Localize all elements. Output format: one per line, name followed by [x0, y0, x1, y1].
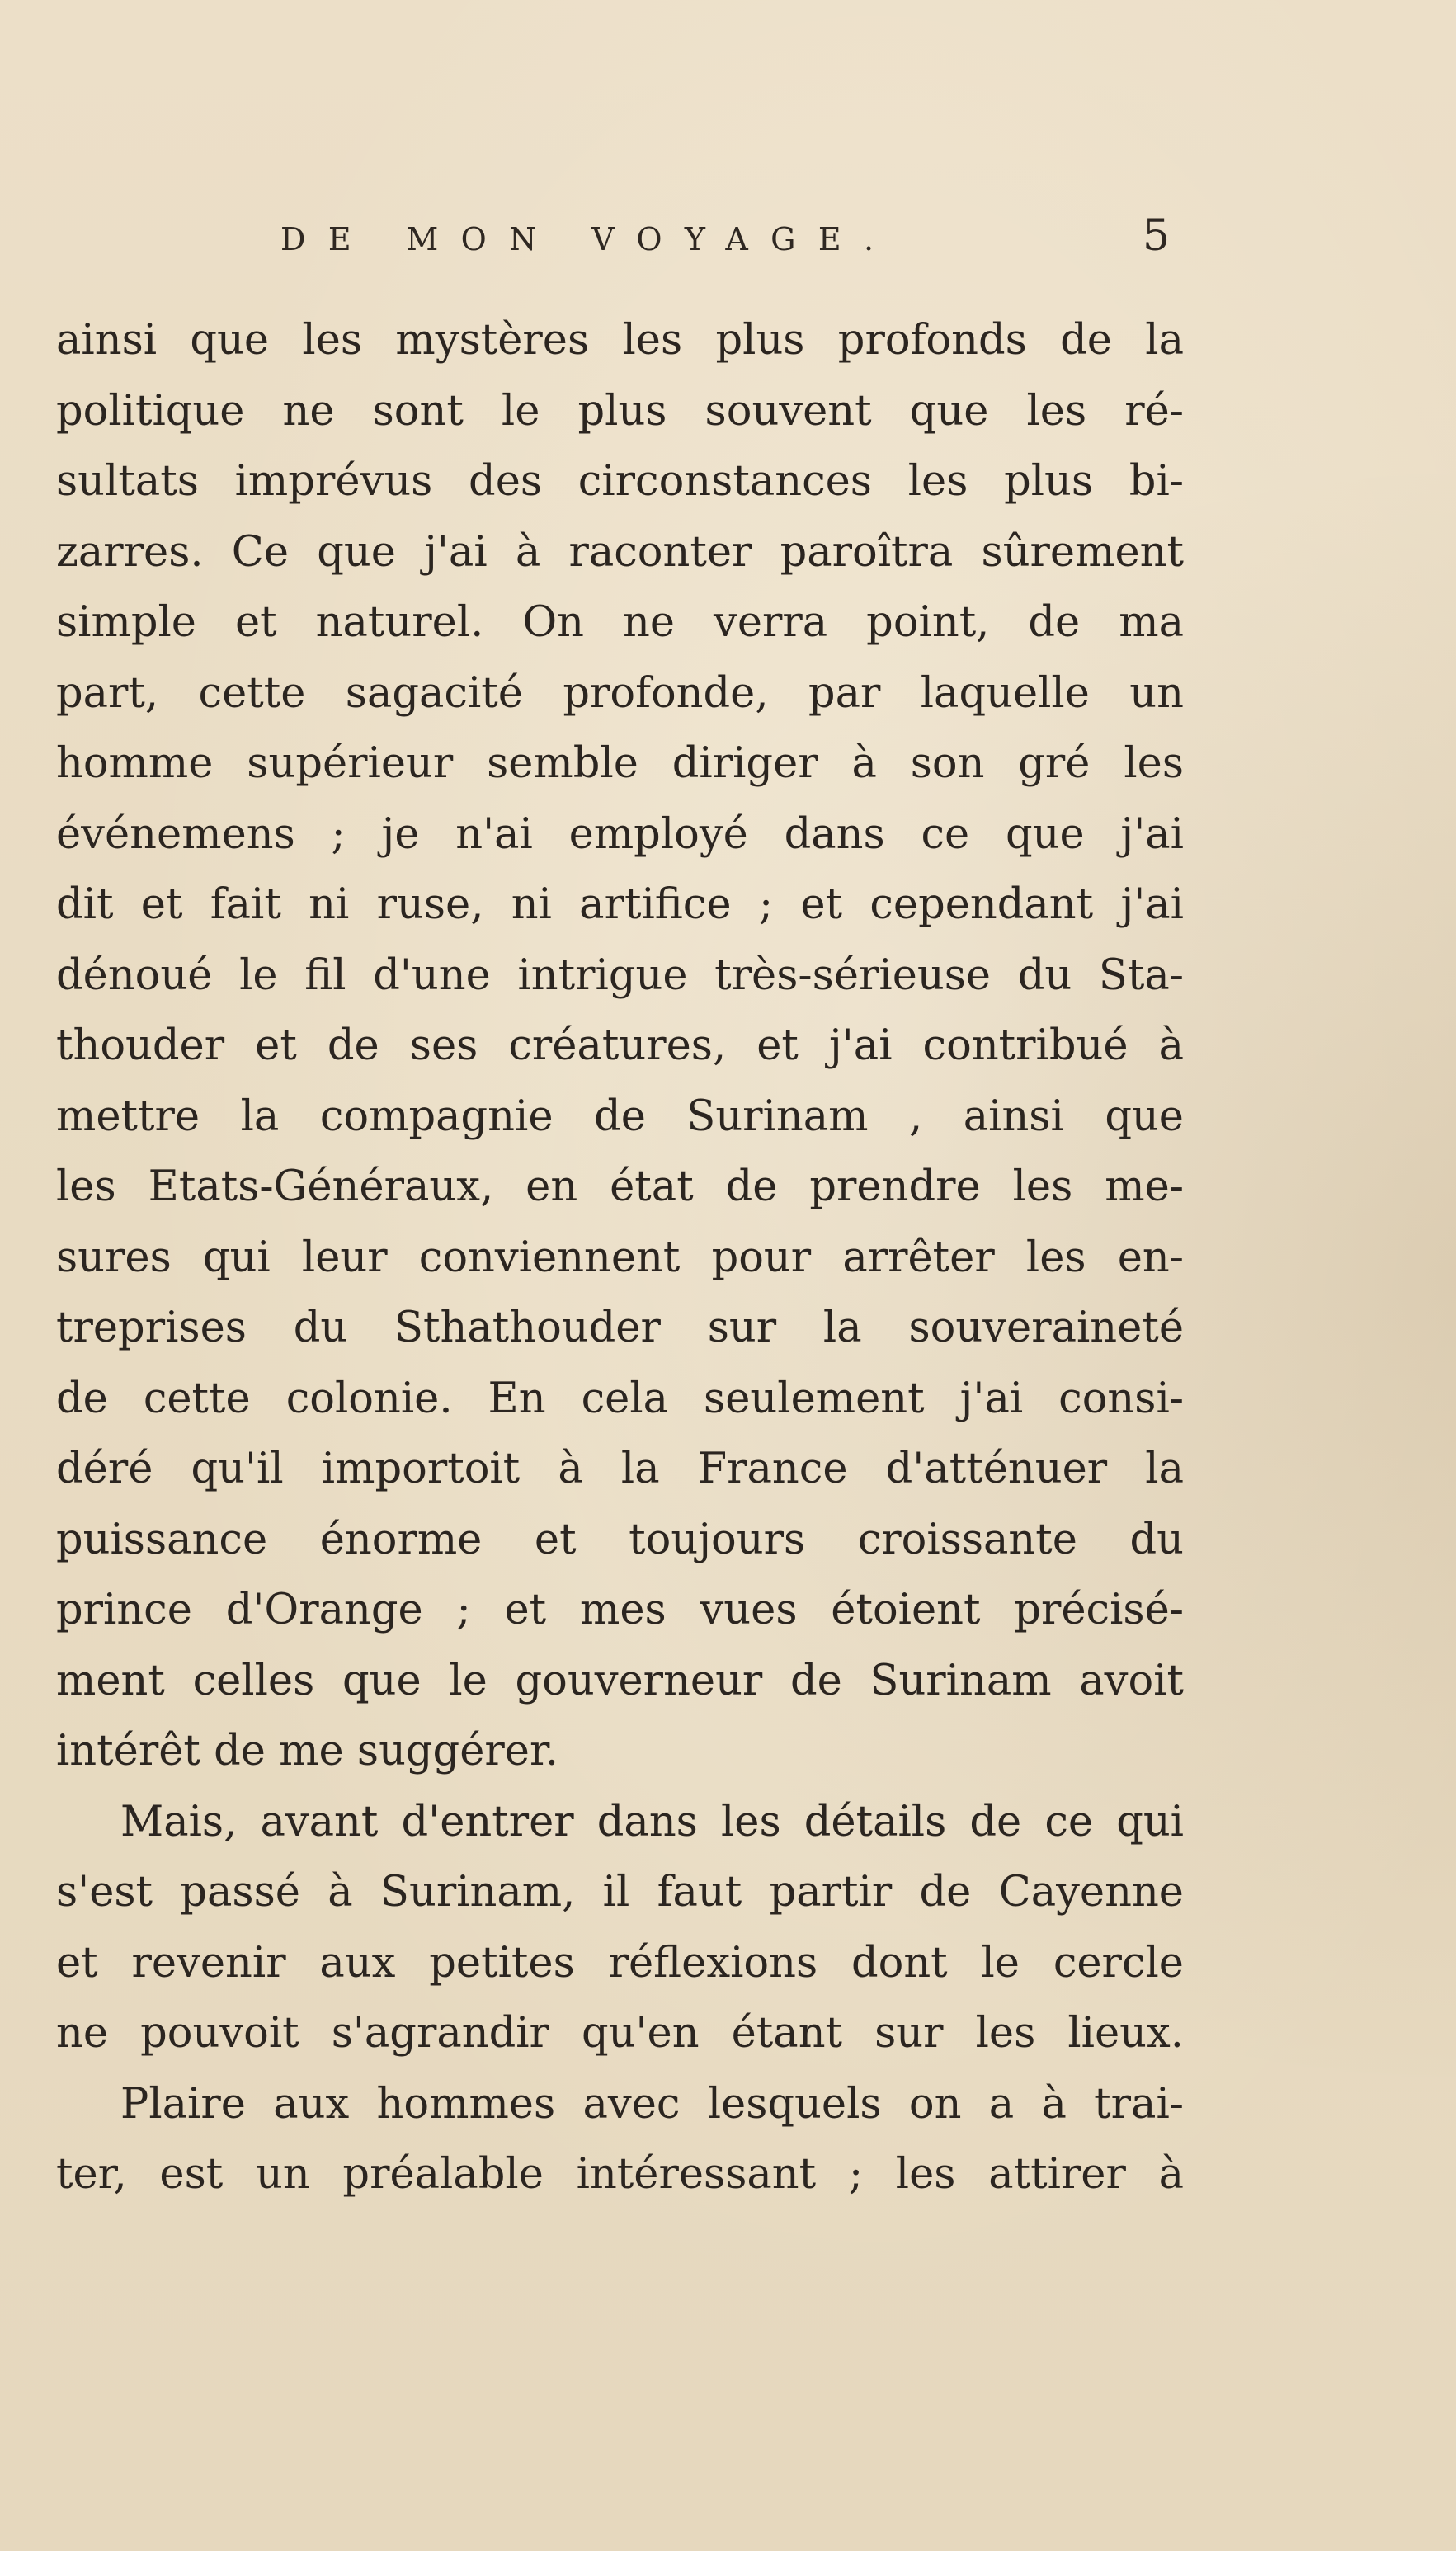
text-line: puissance énorme et toujours croissante du: [56, 1515, 1184, 1564]
text-line: treprises du Sthathouder sur la souveraineté: [56, 1304, 1184, 1352]
text-line: intérêt de me suggérer.: [56, 1727, 558, 1775]
text-line: thouder et de ses créatures, et j'ai contribué à: [56, 1021, 1184, 1070]
text-line: zarres. Ce que j'ai à raconter paroîtra sûrement: [56, 527, 1184, 577]
text-line: prince d'Orange ; et mes vues étoient précisé-: [56, 1586, 1184, 1634]
body-text: [56, 305, 1184, 2210]
text-line: événemens ; je n'ai employé dans ce que j'ai: [56, 809, 1184, 859]
text-line: part, cette sagacité profonde, par laquelle un: [56, 668, 1184, 718]
text-line: déré qu'il importoit à la France d'atténuer la: [56, 1445, 1184, 1493]
text-line: ment celles que le gouverneur de Surinam avoit: [56, 1656, 1184, 1705]
text-line: Plaire aux hommes avec lesquels on a à trai-: [120, 2079, 1184, 2129]
text-line: et revenir aux petites réflexions dont le cercle: [56, 1938, 1184, 1988]
running-title: DE MON VOYAGE.: [280, 221, 897, 257]
text-line: ainsi que les mystères les plus profonds de la: [56, 316, 1184, 365]
text-line: ter, est un préalable intéressant ; les attirer à: [56, 2150, 1184, 2199]
page-number: 5: [1143, 211, 1171, 261]
text-line: s'est passé à Surinam, il faut partir de Cayenne: [56, 1868, 1184, 1917]
text-line: simple et naturel. On ne verra point, de ma: [56, 598, 1184, 647]
text-line: homme supérieur semble diriger à son gré les: [56, 739, 1184, 788]
text-line: de cette colonie. En cela seulement j'ai consi-: [56, 1374, 1184, 1423]
text-line: sultats imprévus des circonstances les plus bi-: [56, 457, 1184, 506]
text-line: Mais, avant d'entrer dans les détails de ce qui: [120, 1797, 1184, 1846]
text-line: les Etats-Généraux, en état de prendre les me-: [56, 1162, 1184, 1211]
text-line: sures qui leur conviennent pour arrêter les en-: [56, 1233, 1184, 1282]
text-line: dit et fait ni ruse, ni artifice ; et cependant j'ai: [56, 880, 1184, 929]
text-line: dénoué le fil d'une intrigue très-sérieuse du Sta-: [56, 950, 1184, 1000]
text-line: politique ne sont le plus souvent que les ré-: [56, 386, 1184, 436]
text-line: mettre la compagnie de Surinam , ainsi que: [56, 1092, 1184, 1141]
text-line: ne pouvoit s'agrandir qu'en étant sur les lieux.: [56, 2009, 1184, 2058]
